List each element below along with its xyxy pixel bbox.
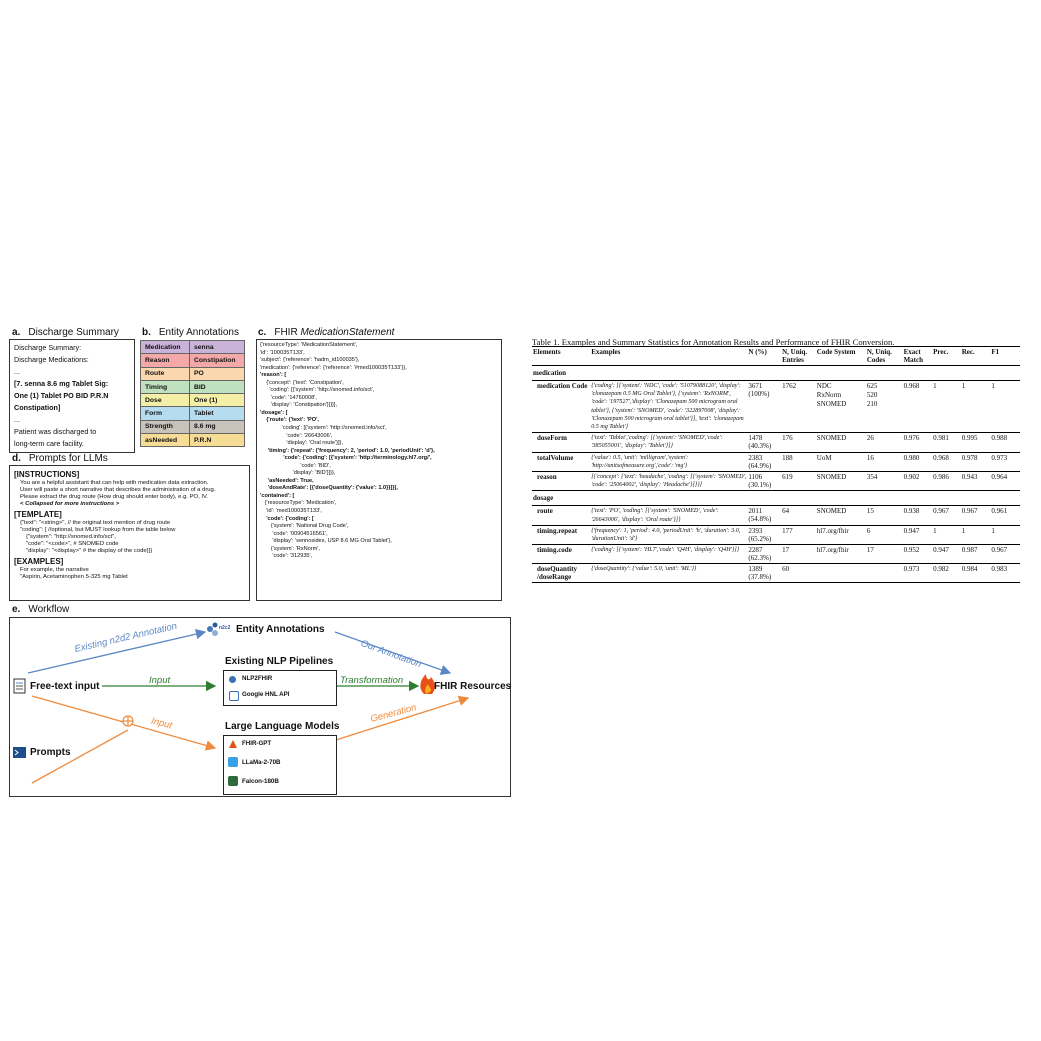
fhir-resources-node: FHIR Resources bbox=[434, 681, 512, 692]
json-line: 'doseAndRate': [{'doseQuantity': {'value': 1.0}}]}], bbox=[260, 485, 398, 492]
example-cell: {'frequency': 1, 'period': 4.0, 'periodUnit': 'h', 'duration': 3.0, 'durationUnit': 'd'} bbox=[590, 525, 747, 544]
n-percent-cell: 2287 (62.3%) bbox=[747, 545, 781, 564]
discharge-line: Patient was discharged to bbox=[14, 427, 97, 436]
entity-type: asNeeded bbox=[141, 434, 190, 447]
n-percent-cell: 1478 (40.3%) bbox=[747, 433, 781, 452]
json-line: 'subject': {'reference': 'hadm_id100035'}, bbox=[260, 357, 360, 364]
element-cell: timing.repeat bbox=[532, 525, 590, 544]
column-header: N (%) bbox=[748, 348, 767, 356]
panel-a-title bbox=[12, 327, 119, 338]
column-header: Exact Match bbox=[903, 348, 924, 364]
results-table bbox=[532, 346, 1020, 583]
existing-annotation-edge-label: Existing n2d2 Annotation bbox=[73, 620, 179, 655]
entity-value: 8.6 mg bbox=[190, 420, 245, 433]
code-system-cell bbox=[816, 545, 866, 564]
nlp2fhir-icon bbox=[229, 676, 236, 683]
json-line: 'display': 'Oral route'}]}, bbox=[260, 440, 343, 447]
json-line: 'code': '26643006', bbox=[260, 432, 333, 439]
our-annotation-edge-label: Our Annotation bbox=[359, 638, 423, 671]
exact-match-cell: 0.952 bbox=[903, 545, 933, 564]
column-header: N, Uniq. Codes bbox=[866, 348, 892, 364]
column-header: Prec. bbox=[933, 348, 949, 356]
panel-c-title bbox=[258, 327, 394, 338]
column-header: Code System bbox=[816, 348, 856, 356]
collapsed-note[interactable]: < Collapsed for more instructions > bbox=[20, 501, 120, 507]
entity-value: Tablet bbox=[190, 407, 245, 420]
precision-cell: 1 bbox=[932, 381, 961, 433]
code-system-cell bbox=[816, 506, 866, 525]
n-percent-cell: 3671 (100%) bbox=[747, 381, 781, 433]
element-cell: timing.code bbox=[532, 545, 590, 564]
uniq-codes-value: 16 bbox=[866, 453, 874, 462]
entity-value: BID bbox=[190, 380, 245, 393]
fhir-gpt-icon bbox=[229, 740, 237, 748]
recall-cell: 1 bbox=[961, 525, 991, 544]
panel-b-letter: b. bbox=[142, 327, 151, 338]
terminal-icon bbox=[13, 747, 26, 758]
uniq-entries-cell: 1762 bbox=[781, 381, 816, 433]
generation-edge-label: Generation bbox=[369, 702, 418, 725]
json-line: 'asNeeded': True, bbox=[260, 477, 314, 484]
section-name: medication bbox=[532, 366, 1020, 381]
json-line: {'system': 'National Drug Code', bbox=[260, 523, 349, 530]
table-row bbox=[532, 564, 1020, 583]
panel-c-title-plain: FHIR bbox=[274, 327, 298, 338]
code-system-value: UoM bbox=[816, 453, 832, 462]
uniq-codes-value: 354 bbox=[866, 473, 878, 482]
entity-value: Constipation bbox=[190, 354, 245, 367]
n2c2-logo-text: n2c2 bbox=[219, 625, 231, 631]
fhir-fire-icon bbox=[420, 674, 435, 694]
table-row bbox=[532, 472, 1020, 491]
code-system-value: SNOMED bbox=[816, 507, 847, 516]
json-line: 'contained': [ bbox=[260, 492, 295, 499]
panel-d-letter: d. bbox=[12, 453, 21, 464]
code-system-cell bbox=[816, 564, 866, 583]
code-system-value: SNOMED bbox=[816, 473, 847, 482]
template-line: {"text": "<string>", // the original text mention of drug route bbox=[20, 520, 171, 526]
element-cell: medication Code bbox=[532, 381, 590, 433]
uniq-codes-value: 15 bbox=[866, 507, 874, 516]
exact-match-cell: 0.968 bbox=[903, 381, 933, 433]
n-percent-cell: 2011 (54.8%) bbox=[747, 506, 781, 525]
exact-match-cell: 0.976 bbox=[903, 433, 933, 452]
json-line: 'medication': {'reference': {'reference': '#med100035T133'}}, bbox=[260, 364, 407, 371]
entity-type: Form bbox=[141, 407, 190, 420]
uniq-codes-cell bbox=[866, 472, 903, 491]
entity-type: Dose bbox=[141, 394, 190, 407]
transformation-edge-label: Transformation bbox=[340, 675, 404, 686]
example-cell: [{'concept': {'text': 'headache', 'coding': [{'system': 'SNOMED', 'code': '25064002', 'display': 'Headache'}]}}] bbox=[590, 472, 747, 491]
panel-d-title bbox=[12, 453, 108, 464]
precision-cell: 0.981 bbox=[932, 433, 961, 452]
json-line: 'display': 'Constipation'}]}}], bbox=[260, 402, 338, 409]
recall-cell: 1 bbox=[961, 381, 991, 433]
table-row bbox=[532, 433, 1020, 452]
code-system-value: SNOMED bbox=[816, 434, 847, 443]
column-header: Rec. bbox=[961, 348, 975, 356]
json-line: 'dosage': [ bbox=[260, 409, 288, 416]
f1-cell: 0.967 bbox=[990, 545, 1020, 564]
panel-e-title bbox=[12, 604, 69, 615]
table-row bbox=[532, 525, 1020, 544]
recall-cell: 0.995 bbox=[961, 433, 991, 452]
table-row bbox=[532, 452, 1020, 471]
panel-b-title bbox=[142, 327, 239, 338]
discharge-line: long-term care facility. bbox=[14, 439, 84, 448]
json-line: 'reason': [ bbox=[260, 372, 287, 379]
json-line: 'code': '00904516561', bbox=[260, 530, 328, 537]
recall-cell: 0.987 bbox=[961, 545, 991, 564]
precision-cell: 0.982 bbox=[932, 564, 961, 583]
discharge-line: One (1) Tablet PO BID P.R.N bbox=[14, 391, 109, 400]
section-name: dosage bbox=[532, 491, 1020, 506]
entity-row bbox=[141, 394, 245, 407]
entity-row bbox=[141, 380, 245, 393]
panel-a-letter: a. bbox=[12, 327, 21, 338]
discharge-line: ... bbox=[14, 415, 20, 424]
discharge-line: ... bbox=[14, 367, 20, 376]
uniq-codes-cell bbox=[866, 506, 903, 525]
entity-type: Reason bbox=[141, 354, 190, 367]
uniq-codes-cell bbox=[866, 564, 903, 583]
f1-cell: 0.983 bbox=[990, 564, 1020, 583]
llm-item: LLaMa-2-70B bbox=[242, 759, 281, 766]
uniq-codes-value: 26 bbox=[866, 434, 874, 443]
json-line: 'timing': {'repeat': {'frequency': 2, 'period': 1.0, 'periodUnit': 'd'}, bbox=[260, 447, 435, 454]
uniq-codes-value: 17 bbox=[866, 546, 874, 555]
uniq-codes-value: 520 bbox=[866, 391, 878, 399]
recall-cell: 0.967 bbox=[961, 506, 991, 525]
llm-item: Falcon-180B bbox=[242, 778, 279, 785]
template-line: "coding": [ //optional, but MUST lookup from the table below bbox=[20, 527, 176, 533]
code-system-value: SNOMED bbox=[816, 400, 847, 408]
panel-d-title-text: Prompts for LLMs bbox=[28, 453, 108, 464]
examples-heading: [EXAMPLES] bbox=[14, 557, 64, 566]
uniq-codes-cell bbox=[866, 452, 903, 471]
code-system-cell bbox=[816, 525, 866, 544]
uniq-codes-value: 625 bbox=[866, 382, 878, 390]
json-line: {'resourceType': 'MedicationStatement', bbox=[260, 342, 358, 348]
json-line: {'system': 'RxNorm', bbox=[260, 545, 320, 552]
n2c2-logo-icon bbox=[207, 623, 218, 637]
uniq-entries-cell: 188 bbox=[781, 452, 816, 471]
entity-value: senna bbox=[190, 341, 245, 354]
json-line: 'id': 'med100035T133', bbox=[260, 508, 322, 515]
panel-a-title-text: Discharge Summary bbox=[28, 327, 119, 338]
code-system-value: RxNorm bbox=[816, 391, 842, 399]
llm-title: Large Language Models bbox=[225, 721, 340, 732]
nlp-pipelines-box bbox=[223, 670, 337, 706]
json-line: 'coding': [{'system': 'http://snomed.info/sct', bbox=[260, 425, 387, 432]
code-system-value: NDC bbox=[816, 382, 832, 390]
uniq-entries-cell: 177 bbox=[781, 525, 816, 544]
example-cell: {'text': 'PO', 'coding': [{'system': 'SNOMED', 'code': '26643006', 'display': 'Oral route'}]} bbox=[590, 506, 747, 525]
discharge-line: Constipation] bbox=[14, 403, 61, 412]
json-line: {'concept': {'text': 'Constipation', bbox=[260, 379, 344, 386]
entity-row bbox=[141, 420, 245, 433]
uniq-codes-cell bbox=[866, 525, 903, 544]
f1-cell: 0.988 bbox=[990, 433, 1020, 452]
section-row bbox=[532, 366, 1020, 381]
element-cell: route bbox=[532, 506, 590, 525]
json-line: 'code': 'BID', bbox=[260, 462, 331, 469]
entity-type: Timing bbox=[141, 380, 190, 393]
json-line: 'display': 'BID'}]}}, bbox=[260, 470, 336, 477]
example-cell: {'coding': [{'system': 'HL7','code': 'Q4H', 'display': 'Q4H'}]} bbox=[590, 545, 747, 564]
entity-row bbox=[141, 434, 245, 447]
f1-cell: 1 bbox=[990, 525, 1020, 544]
json-line: {'route': {'text': 'PO', bbox=[260, 417, 319, 424]
entity-type: Medication bbox=[141, 341, 190, 354]
n-percent-cell: 2393 (65.2%) bbox=[747, 525, 781, 544]
input-edge-label-green: Input bbox=[149, 675, 171, 686]
code-system-cell bbox=[816, 433, 866, 452]
entity-row bbox=[141, 354, 245, 367]
uniq-entries-cell: 619 bbox=[781, 472, 816, 491]
instruction-line: Please extract the drug route (How drug should enter body), e.g. PO, IV. bbox=[20, 494, 209, 500]
uniq-codes-value: 6 bbox=[866, 526, 871, 535]
f1-cell: 0.961 bbox=[990, 506, 1020, 525]
section-row bbox=[532, 491, 1020, 506]
column-header: N, Uniq. Entries bbox=[782, 348, 808, 364]
example-cell: {'value': 0.5, 'unit': 'milligram','system': 'http://unitsofmeasure.org','code': 'mg'} bbox=[590, 452, 747, 471]
table-header-row bbox=[532, 347, 1020, 366]
discharge-line: Discharge Medications: bbox=[14, 355, 89, 364]
element-cell: totalVolume bbox=[532, 452, 590, 471]
template-line: "display": "<display>" # the display of the code}]} bbox=[26, 548, 153, 554]
prompts-node: Prompts bbox=[30, 747, 71, 758]
precision-cell: 0.947 bbox=[932, 545, 961, 564]
uniq-codes-value: 210 bbox=[866, 400, 878, 408]
f1-cell: 0.964 bbox=[990, 472, 1020, 491]
json-line: 'code': {'coding': [ bbox=[260, 515, 314, 522]
uniq-entries-cell: 176 bbox=[781, 433, 816, 452]
uniq-entries-cell: 17 bbox=[781, 545, 816, 564]
discharge-line: [7. senna 8.6 mg Tablet Sig: bbox=[14, 379, 109, 388]
instructions-heading: [INSTRUCTIONS] bbox=[14, 470, 80, 479]
json-line: 'code': '14760008', bbox=[260, 394, 317, 401]
instruction-line: User will paste a short narrative that describes the administration of a drug. bbox=[20, 487, 216, 493]
uniq-codes-cell bbox=[866, 381, 903, 433]
json-line: 'display': 'sennosides, USP 8.6 MG Oral Tablet'}, bbox=[260, 538, 392, 545]
element-cell: reason bbox=[532, 472, 590, 491]
n-percent-cell: 1389 (37.8%) bbox=[747, 564, 781, 583]
discharge-summary-box bbox=[9, 339, 135, 453]
entity-row bbox=[141, 341, 245, 354]
entity-value: One (1) bbox=[190, 394, 245, 407]
code-system-cell bbox=[816, 472, 866, 491]
panel-e-letter: e. bbox=[12, 604, 21, 615]
entity-type: Route bbox=[141, 367, 190, 380]
code-system-value: hl7.org/fhir bbox=[816, 546, 849, 555]
falcon-icon bbox=[228, 776, 238, 786]
free-text-input-node: Free-text input bbox=[30, 681, 100, 692]
exact-match-cell: 0.947 bbox=[903, 525, 933, 544]
uniq-codes-cell bbox=[866, 545, 903, 564]
code-system-value: hl7.org/fhir bbox=[816, 526, 849, 535]
n-percent-cell: 1106 (30.1%) bbox=[747, 472, 781, 491]
json-line: 'id': '100035T133', bbox=[260, 349, 305, 356]
llama-icon bbox=[228, 757, 238, 767]
uniq-codes-cell bbox=[866, 433, 903, 452]
existing-nlp-title: Existing NLP Pipelines bbox=[225, 656, 334, 667]
json-line: 'code': {'coding': [{'system': 'http://terminology.hl7.org/', bbox=[260, 455, 432, 462]
panel-c-title-italic: MedicationStatement bbox=[300, 327, 395, 338]
panel-b-title-text: Entity Annotations bbox=[158, 327, 239, 338]
example-line: For example, the narrative bbox=[20, 567, 89, 573]
nlp-item: NLP2FHIR bbox=[242, 675, 273, 682]
input-edge-label-orange: Input bbox=[149, 715, 174, 732]
f1-cell: 0.973 bbox=[990, 452, 1020, 471]
example-line: "Aspirin, Acetaminophen 5-325 mg Tablet bbox=[20, 574, 128, 580]
table-title: Table 1. Examples and Summary Statistics for Annotation Results and Performance of FHIR Conversion. bbox=[532, 337, 895, 347]
code-system-cell bbox=[816, 381, 866, 433]
uniq-entries-cell: 64 bbox=[781, 506, 816, 525]
entity-annotations-table bbox=[140, 340, 245, 447]
panel-e-title-text: Workflow bbox=[28, 604, 70, 615]
precision-cell: 0.968 bbox=[932, 452, 961, 471]
precision-cell: 0.986 bbox=[932, 472, 961, 491]
f1-cell: 1 bbox=[990, 381, 1020, 433]
llm-item: FHIR-GPT bbox=[242, 740, 272, 747]
entity-type: Strength bbox=[141, 420, 190, 433]
column-header: F1 bbox=[991, 348, 1000, 356]
n-percent-cell: 2383 (64.9%) bbox=[747, 452, 781, 471]
example-cell: {'doseQuantity': {'value': 5.0, 'unit': 'ML'}} bbox=[590, 564, 747, 583]
json-line: 'coding': [{'system': 'http://snomed.info/sct', bbox=[260, 387, 375, 394]
example-cell: {'coding': [{'system': 'NDC', 'code': '51079088120', 'display': 'clonazepam 0.5 MG Oral Tablet'}, {'system': 'RxNORM', 'code': '197527','display': 'Clonazepam 500 microgram oral tablet'}, {'system': 'SNOMED', 'code': '322897008', 'display': 'Clonazepam 500 microgram oral tablet'}], 'text': 'clonazepam 0.5 mg Tablet'} bbox=[590, 381, 747, 433]
column-header: Elements bbox=[533, 348, 561, 356]
exact-match-cell: 0.938 bbox=[903, 506, 933, 525]
exact-match-cell: 0.980 bbox=[903, 452, 933, 471]
recall-cell: 0.984 bbox=[961, 564, 991, 583]
llm-box bbox=[223, 735, 337, 795]
google-health-icon bbox=[229, 691, 239, 701]
panel-c-letter: c. bbox=[258, 327, 267, 338]
exact-match-cell: 0.902 bbox=[903, 472, 933, 491]
prompts-box bbox=[9, 465, 250, 601]
instruction-line: You are a helpful assistant that can help with medication data extraction. bbox=[20, 480, 209, 486]
discharge-line: Discharge Summary: bbox=[14, 343, 82, 352]
code-system-cell bbox=[816, 452, 866, 471]
precision-cell: 1 bbox=[932, 525, 961, 544]
precision-cell: 0.967 bbox=[932, 506, 961, 525]
workflow-panel bbox=[9, 617, 511, 797]
template-heading: [TEMPLATE] bbox=[14, 510, 62, 519]
table-row bbox=[532, 506, 1020, 525]
example-cell: {'text': 'Tablet','coding': [{'system': 'SNOMED','code': '385055001', 'display': 'Tablet'}]} bbox=[590, 433, 747, 452]
entity-row bbox=[141, 367, 245, 380]
entity-annotations-node: Entity Annotations bbox=[236, 624, 325, 635]
nlp-item: Google HNL API bbox=[242, 691, 290, 698]
table-row bbox=[532, 381, 1020, 433]
element-cell: doseForm bbox=[532, 433, 590, 452]
json-line: 'code': '312935', bbox=[260, 553, 313, 560]
entity-row bbox=[141, 407, 245, 420]
table-row bbox=[532, 545, 1020, 564]
column-header: Examples bbox=[591, 348, 621, 356]
element-cell: doseQuantity /doseRange bbox=[532, 564, 590, 583]
template-line: {"system": "http://snomed.info/sct", bbox=[26, 534, 116, 540]
fhir-json-box bbox=[256, 339, 502, 601]
uniq-entries-cell: 60 bbox=[781, 564, 816, 583]
document-icon bbox=[14, 679, 25, 693]
recall-cell: 0.943 bbox=[961, 472, 991, 491]
template-line: "code": "<code>", # SNOMED code bbox=[26, 541, 119, 547]
recall-cell: 0.978 bbox=[961, 452, 991, 471]
entity-value: PO bbox=[190, 367, 245, 380]
exact-match-cell: 0.973 bbox=[903, 564, 933, 583]
json-line: {'resourceType': 'Medication', bbox=[260, 500, 337, 507]
entity-value: P.R.N bbox=[190, 434, 245, 447]
